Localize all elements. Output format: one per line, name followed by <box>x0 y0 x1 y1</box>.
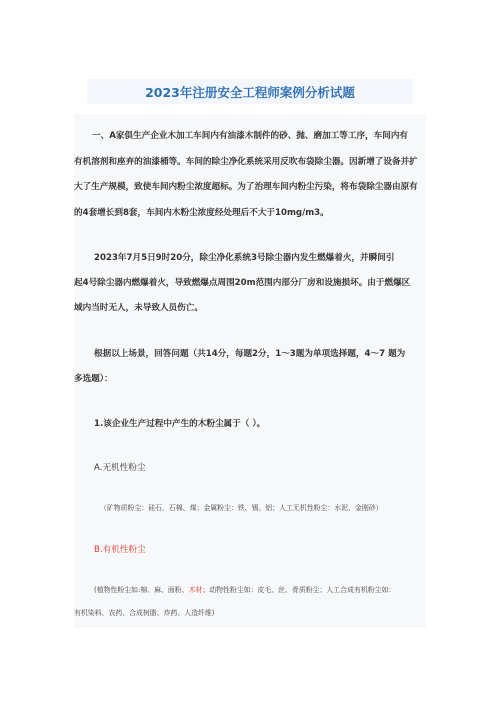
option-a-note: （矿物质粉尘：硅石、石棉、煤；金属粉尘：铁、锡、铝；人工无机性粉尘：水泥、金刚砂） <box>100 504 383 512</box>
title-banner <box>87 79 413 104</box>
instructions-line1: 根据以上场景，回答问题（共14分，每题2分，1～3题为单项选择题，4～7 题为 <box>94 349 406 359</box>
option-b-note-start: (植物性粉尘如:棉、麻、面粉、 <box>94 586 189 594</box>
option-a-label: A.无机性粉尘 <box>94 463 146 473</box>
option-b-label: B.有机性粉尘 <box>94 545 146 555</box>
scenario-p1-line4: 的4套增长到8套，车间内木粉尘浓度经处理后不大于10mg/m3。 <box>74 208 329 218</box>
instructions-line2: 多选题）： <box>74 374 113 384</box>
scenario-p2-line2: 起4号除尘器内燃爆着火，导致燃爆点周围20m范围内部分厂房和设施损坏。由于燃爆区 <box>74 278 411 288</box>
scenario-p2-line1: 2023年7月5日9时20分，除尘净化系统3号除尘器内发生燃爆着火，并瞬间引 <box>94 253 395 263</box>
scenario-p2-line3: 域内当时无人，未导致人员伤亡。 <box>74 303 203 313</box>
document-body <box>74 114 426 628</box>
option-b-note-line2: 有机染料、农药、合成树脂、炸药、人造纤维) <box>74 609 215 617</box>
option-b-note-end: ；动物性粉尘如：皮毛、丝、骨质粉尘；人工合成有机粉尘如： <box>202 586 396 594</box>
scenario-p1-line3: 大了生产规模，致使车间内粉尘浓度超标。为了治理车间内粉尘污染，将布袋除尘器由原有 <box>74 182 418 192</box>
option-b-note-highlight: 木材 <box>188 586 203 594</box>
question-1-text: 1.该企业生产过程中产生的木粉尘属于（ ）。 <box>94 419 266 429</box>
page-title: 2023年注册安全工程师案例分析试题 <box>145 84 355 100</box>
scenario-p1-line2: 有机溶剂和座弃的油漆桶等。车间的除尘净化系统采用反吹布袋除尘器。因新增了设备并扩 <box>74 157 418 167</box>
scenario-p1-line1: 一、A家俱生产企业木加工车间内有油漆木制件的砂、抛、磨加工等工序，车间内有 <box>92 131 409 141</box>
option-b-note-line1 <box>94 584 395 594</box>
